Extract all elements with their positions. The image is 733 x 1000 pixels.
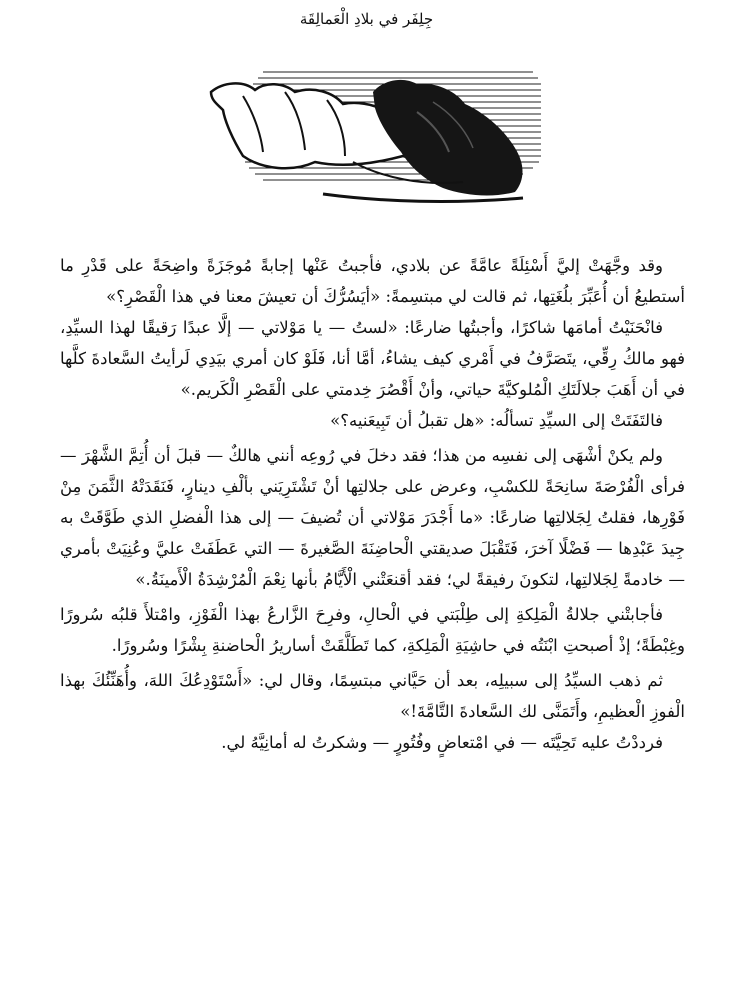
paragraph: فالتَفَتَتْ إلى السيِّدِ تسألُه: «هل تقبلُ أن تَبِيعَنيه؟» xyxy=(330,411,663,430)
page-header xyxy=(0,10,733,28)
paragraph: فانْحَنَيْتُ أمامَها شاكرًا، وأجبتُها ضارعًا: «لستُ — يا مَوْلاتي — إلَّا عبدًا رَقيقًا لهذا السيِّدِ، فهو مالكُ رِقِّي، يتَصَرَّفُ في أَمْري كيف يشاءُ، أمَّا أنا، فَلَوْ كان أمري بيَدِي لَرأيتُ السَّعادةَ كلَّها في أن أَهَبَ جلالَتَكِ الْمُلوكيَّةَ حياتي، وأنْ أَقْصُرَ خِدمتي على الْقَصْرِ الْكَريم.» xyxy=(60,318,685,399)
body-text xyxy=(60,250,685,758)
paragraph: فأجابتْني جلالةُ الْمَلِكةِ إلى طِلْبَتي في الْحالِ، وفرِحَ الزَّارعُ بهذا الْفَوْزِ، وامْتلأَ قلبُه سُرورًا وغِبْطَةً؛ إذْ أصبحتِ ابْنَتُه في حاشِيَةِ الْمَلِكةِ، كما تَطَلَّقَتْ أساريرُ الْحاضنةِ بِشْرًا وسُرورًا. xyxy=(60,605,685,655)
hand-holding-figure-engraving xyxy=(203,52,543,212)
paragraph: وقد وجَّهَتْ إليَّ أَسْئِلَةً عامَّةً عن بلادي، فأجبتُ عَنْها إجابةً مُوجَزَةً واضِحَةً على قَدْرِ ما أستطيعُ أن أُعَبِّرَ بلُغَتِها، ثم قالت لي مبتسِمةً: «أيَسُرُّكَ أن تعيشَ معنا في هذا الْقَصْرِ؟» xyxy=(60,256,685,306)
paragraph: فرددْتُ عليه تَحِيَّتَه — في امْتعاضٍ وفُتُورٍ — وشكرتُ له أمانِيَّهُ لي. xyxy=(221,733,663,752)
paragraph: ثم ذهب السيِّدُ إلى سبيلِه، بعد أن حَيَّاني مبتسِمًا، وقال لي: «أَسْتَوْدِعُكَ اللهَ، وأُهَنِّئُكَ بهذا الْفوزِ الْعظيمِ، وأَتَمَنَّى لك السَّعادةَ التَّامَّةَ!» xyxy=(60,671,685,721)
chapter-title: جِلِفَر في بلادِ الْعَمالِقَة xyxy=(299,10,434,28)
paragraph: ولم يكنْ أشْهَى إلى نفسِه من هذا؛ فقد دخلَ في رُوعِه أنني هالكٌ — قبلَ أن أُتِمَّ الشَّهْرَ — فرأى الْفُرْصَةَ سانِحَةً للكسْبِ، وعرض على جلالتِها أنْ تَشْتَرِيَني بألْفِ دينارٍ، فَنَقَدَتْهُ الثَّمَنَ مِنْ فَوْرِها، فقلتُ لِجَلالتِها ضارعًا: «ما أَجْدَرَ مَوْلاتي أن تُضيفَ — إلى هذا الْفضلِ الذي طَوَّقَتْ به جِيدَ عَبْدِها — فَضْلًا آخرَ، فَتَقْبَلَ صديقتي الْحاضِنَةَ الصَّغيرةَ — التي عَطَفَتْ عليَّ وعُنِيَتْ بأمري — خادمةً لِجَلالتِها، لتكونَ رفيقةً لي؛ فقد أقنعَتْني الْأَيَّامُ بأنها نِعْمَ الْمُرْشِدَةُ الْأَمينَةُ.» xyxy=(60,446,685,589)
